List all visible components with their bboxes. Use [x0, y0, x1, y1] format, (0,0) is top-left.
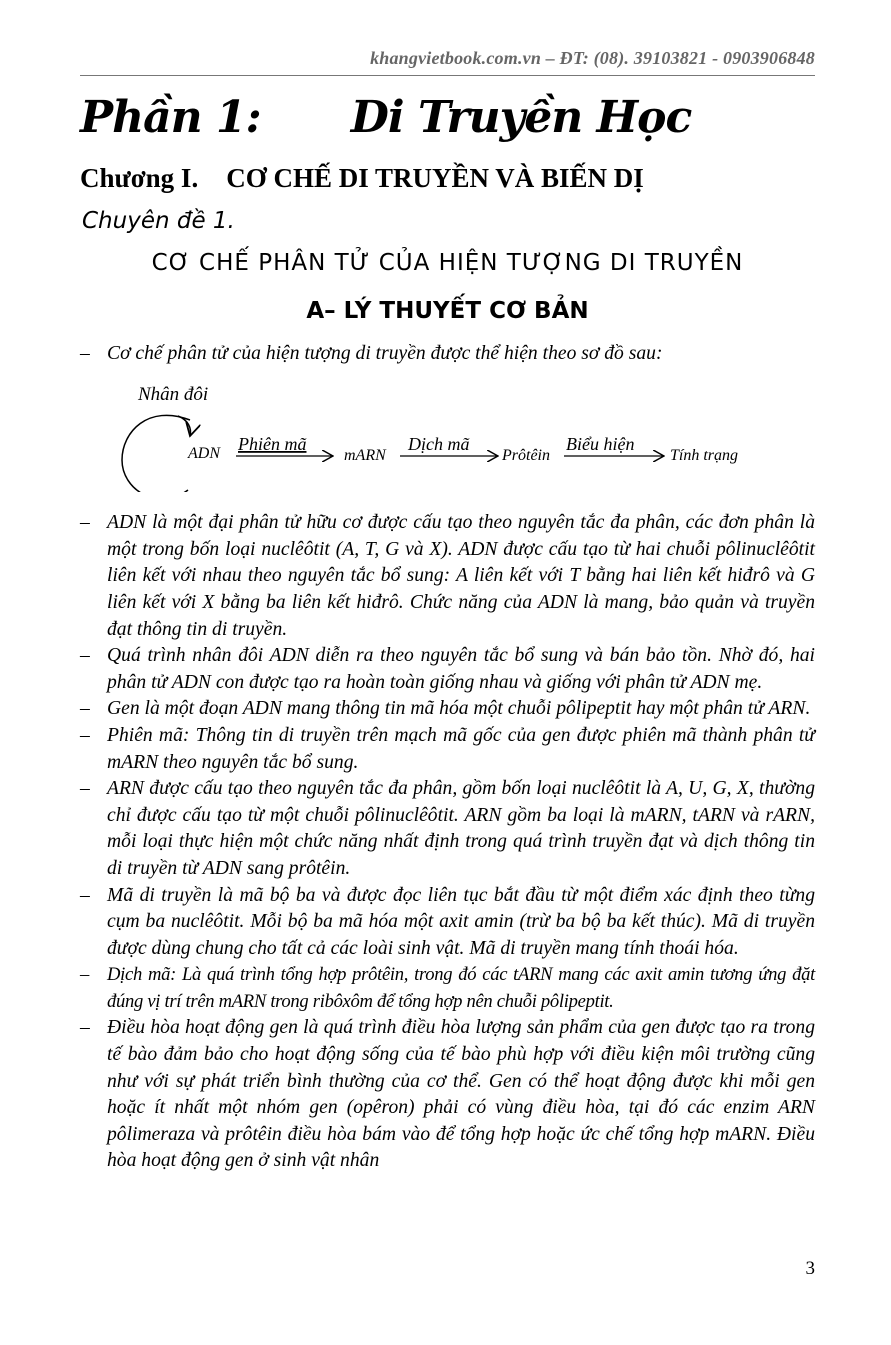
- list-item: – Mã di truyền là mã bộ ba và được đọc liên tục bắt đầu từ một điểm xác định theo từng cụm ba nuclêôtit. Mỗi bộ ba mã hóa một axit amin (trừ ba bộ ba kết thúc). Mã di truyền được dùng chung cho tất cả các loài sinh vật. Mã di truyền mang tính thoái hóa.: [80, 883, 815, 963]
- process-diagram: [108, 372, 788, 492]
- list-item: – Quá trình nhân đôi ADN diễn ra theo nguyên tắc bổ sung và bán bảo tồn. Nhờ đó, hai phân tử ADN con được tạo ra hoàn toàn giống nhau và giống với phân tử ADN mẹ.: [80, 643, 815, 696]
- list-item: – Dịch mã: Là quá trình tổng hợp prôtêin, trong đó các tARN mang các axit amin tương ứng đặt đúng vị trí trên mARN trong ribôxôm để tổng hợp nên chuỗi pôlipeptit.: [80, 962, 815, 1015]
- arrow-label-translation: Dịch mã: [408, 433, 470, 454]
- arrow-label-transcription: Phiên mã: [238, 433, 307, 454]
- intro-item: – Cơ chế phân tử của hiện tượng di truyền được thể hiện theo sơ đồ sau:: [80, 341, 815, 368]
- replication-loop-arrow: [122, 415, 190, 492]
- page-header: khangvietbook.com.vn – ĐT: (08). 39103821 - 0903906848: [370, 48, 815, 68]
- chapter-title: CƠ CHẾ DI TRUYỀN VÀ BIẾN DỊ: [226, 163, 644, 193]
- part-label: Phần 1:: [80, 92, 261, 143]
- part-heading: [80, 92, 691, 143]
- chapter-heading: [80, 163, 644, 194]
- node-trait: Tính trạng: [670, 446, 739, 464]
- list-item: – Phiên mã: Thông tin di truyền trên mạch mã gốc của gen được phiên mã thành phân tử mARN theo nguyên tắc bổ sung.: [80, 723, 815, 776]
- page-number: 3: [805, 1258, 815, 1279]
- node-marn: mARN: [344, 446, 386, 464]
- list-item: – Điều hòa hoạt động gen là quá trình điều hòa lượng sản phẩm của gen được tạo ra trong tế bào đảm bảo cho hoạt động sống của tế bào phù hợp với điều kiện môi trường cũng như với sự phát triển bình thường của cơ thể. Gen có thể hoạt động được khi mỗi gen hoặc ít nhất một nhóm gen (opêron) phải có vùng điều hòa, tại đó các enzim ARN pôlimeraza và prôtêin điều hòa bám vào để tổng hợp hoặc ức chế tổng hợp mARN. Điều hòa hoạt động gen ở sinh vật nhân: [80, 1015, 815, 1175]
- topic-label: Chuyên đề 1.: [82, 208, 235, 234]
- arrow-label-expression: Biểu hiện: [566, 433, 635, 454]
- list-item: – Gen là một đoạn ADN mang thông tin mã hóa một chuỗi pôlipeptit hay một phân tử ARN.: [80, 696, 815, 723]
- header-divider: [80, 75, 815, 76]
- node-adn: ADN: [188, 444, 220, 462]
- section-title: A– LÝ THUYẾT CƠ BẢN: [306, 298, 589, 324]
- loop-label: Nhân đôi: [138, 383, 209, 405]
- list-item: – ARN được cấu tạo theo nguyên tắc đa phân, gồm bốn loại nuclêôtit là A, U, G, X, thường chỉ được cấu tạo từ một chuỗi pôlinuclêôtit. ARN gồm ba loại là mARN, tARN và rARN, mỗi loại thực hiện một chức năng nhất định trong quá trình truyền đạt và dịch thông tin di truyền từ ADN sang prôtêin.: [80, 776, 815, 882]
- node-protein: Prôtêin: [502, 446, 550, 464]
- list-item: – ADN là một đại phân tử hữu cơ được cấu tạo theo nguyên tắc đa phân, các đơn phân là một trong bốn loại nuclêôtit (A, T, G và X). ADN được cấu tạo từ hai chuỗi pôlinuclêôtit liên kết với nhau theo nguyên tắc bổ sung: A liên kết với T bằng hai liên kết hiđrô và G liên kết với X bằng ba liên kết hiđrô. Chức năng của ADN là mang, bảo quản và truyền đạt thông tin di truyền.: [80, 510, 815, 643]
- part-title: Di Truyền Học: [350, 92, 692, 143]
- topic-title: CƠ CHẾ PHÂN TỬ CỦA HIỆN TƯỢNG DI TRUYỀN: [151, 250, 744, 276]
- chapter-label: Chương I.: [80, 163, 199, 193]
- body-content: [80, 341, 815, 1175]
